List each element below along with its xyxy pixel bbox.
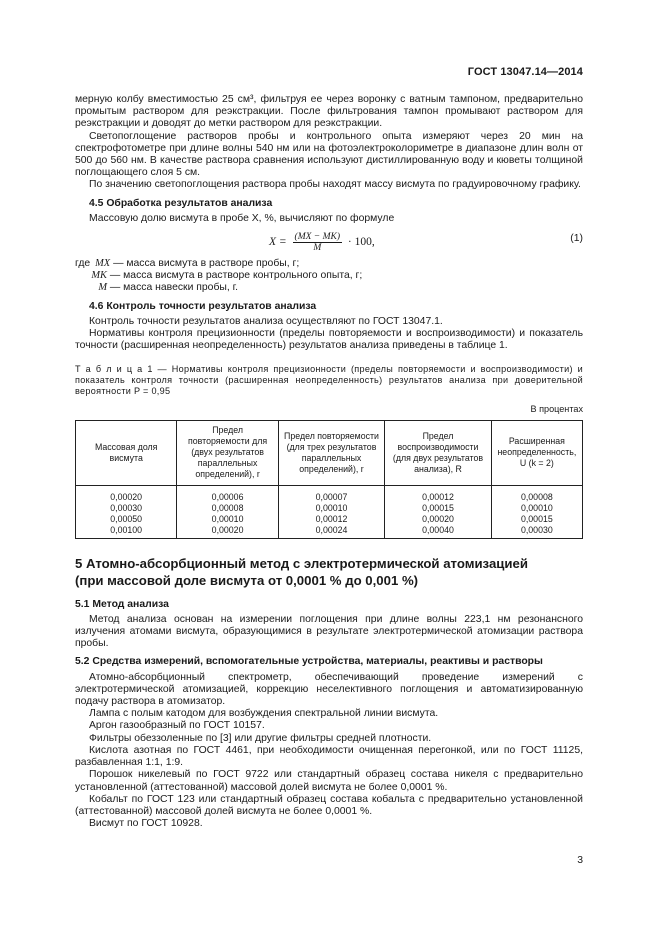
table-row	[76, 485, 583, 538]
page-body	[75, 62, 583, 830]
section-4-5-lead: Массовую долю висмута в пробе X, %, вычисляют по формуле	[89, 212, 395, 224]
table-value: 0,00015	[520, 513, 553, 524]
formula-denominator: M	[313, 243, 322, 254]
section-5-2-paragraph: Аргон газообразный по ГОСТ 10157.	[89, 720, 265, 732]
table-value: 0,00020	[211, 524, 244, 535]
table-header-cell: Предел повторяемости для (двух результатов параллельных определений), r	[177, 420, 278, 485]
table-value: 0,00050	[110, 513, 143, 524]
section-5-2-paragraph: Фильтры обеззоленные по [3] или другие фильтры средней плотности.	[89, 732, 432, 744]
table-value: 0,00010	[315, 502, 348, 513]
table-header-cell: Расширенная неопределенность, U (k = 2)	[491, 420, 582, 485]
section-5-1-paragraph: Метод анализа основан на измерении поглощения при длине волны 223,1 нм резонансного излучения атомами висмута, образующимися в результате электротермической атомизации раствора пробы.	[75, 613, 583, 650]
table-caption: Т а б л и ц а 1 — Нормативы контроля прецизионности (пределы повторяемости и воспроизводимости) и показатель контроля точности (расширенная неопределенность) результатов анализа при доверительной вероятности P = 0,95	[75, 364, 583, 397]
section-5-1-title: 5.1 Метод анализа	[75, 598, 169, 610]
table-value: 0,00015	[422, 502, 454, 513]
section-4-6-paragraph-2: Нормативы контроля прецизионности (пределы повторяемости и воспроизводимости) и показатель точности (расширенная неопределенность) результатов анализа приведены в таблице 1.	[75, 328, 583, 352]
formula-numerator: (MX − MK)	[294, 232, 341, 243]
formula-1	[75, 230, 583, 252]
section-5-2-paragraph: Лампа с полым катодом для возбуждения спектральной линии висмута.	[89, 708, 439, 720]
legend-text: — масса висмута в растворе контрольного опыта, г;	[109, 270, 363, 282]
section-4-5-title: 4.5 Обработка результатов анализа	[89, 197, 273, 209]
table-value: 0,00020	[422, 513, 454, 524]
section-5-2-paragraph: Висмут по ГОСТ 10928.	[89, 818, 203, 830]
table-value: 0,00008	[520, 491, 553, 502]
table-value: 0,00030	[520, 524, 553, 535]
section-5-title-line: (при массовой доле висмута от 0,0001 % до 0,001 %)	[75, 572, 419, 588]
formula-legend	[75, 258, 583, 295]
section-5-2-paragraph: Кислота азотная по ГОСТ 4461, при необходимости очищенная перегонкой, или по ГОСТ 11125, разбавленная 1:1, 1:9.	[75, 744, 583, 769]
document-number: ГОСТ 13047.14—2014	[467, 66, 583, 78]
table-value: 0,00010	[520, 502, 553, 513]
table-header-cell: Массовая доля висмута	[76, 420, 177, 485]
table-value: 0,00012	[315, 513, 348, 524]
legend-lead: где	[75, 258, 91, 270]
table-value: 0,00010	[211, 513, 244, 524]
table-value: 0,00012	[422, 491, 454, 502]
table-cell-column	[177, 485, 278, 538]
equation-number: (1)	[570, 233, 583, 245]
table-value: 0,00030	[110, 502, 143, 513]
legend-row	[75, 258, 583, 270]
table-cell-column	[278, 485, 384, 538]
legend-text: — масса навески пробы, г.	[109, 282, 239, 294]
table-cell-column	[76, 485, 177, 538]
section-5-title-line: 5 Атомно-абсорбционный метод с электротермической атомизацией	[75, 555, 528, 571]
precision-table	[75, 420, 583, 539]
legend-symbol: M	[98, 282, 107, 294]
intro-paragraph-1: мерную колбу вместимостью 25 см³, фильтруя ее через воронку с ватным тампоном, предварительно промытым раствором для реэкстракции. После фильтрования тампон промывают раствором для реэкстракции и доводят до метки раствором для реэкстракции.	[75, 94, 583, 130]
table-value: 0,00100	[110, 524, 143, 535]
section-4-6-paragraph-1: Контроль точности результатов анализа осуществляют по ГОСТ 13047.1.	[89, 315, 443, 327]
page-number: 3	[577, 855, 583, 866]
table-header-cell: Предел воспроизводимости (для двух результатов анализа), R	[385, 420, 491, 485]
formula-lhs: X =	[269, 236, 287, 249]
section-5-title	[75, 555, 583, 589]
formula-expression	[269, 232, 375, 253]
section-5-2-paragraph: Атомно-абсорбционный спектрометр, обеспечивающий проведение измерений с электротермической атомизацией, коррекцию неселективного поглощения и автоматизированную подачу раствора в атомизатор.	[75, 671, 583, 708]
table-value: 0,00007	[315, 491, 348, 502]
intro-paragraph-2: Светопоглощение растворов пробы и контрольного опыта измеряют через 20 мин на спектрофотометре при длине волны 540 нм или на фотоэлектроколориметре в диапазоне длин волн от 500 до 560 нм. В качестве раствора сравнения используют дистиллированную воду и кюветы толщиной поглощающего слоя 5 см.	[75, 130, 583, 179]
section-5-2-title: 5.2 Средства измерений, вспомогательные устройства, материалы, реактивы и растворы	[75, 656, 543, 668]
section-5-2-paragraph: Порошок никелевый по ГОСТ 9722 или стандартный образец состава никеля с предварительно установленной (аттестованной) массовой долей висмута не более 0,0001 %.	[75, 769, 583, 793]
table-cell-column	[491, 485, 582, 538]
table-value: 0,00020	[110, 491, 143, 502]
formula-rest: · 100,	[347, 236, 375, 249]
section-4-6-title: 4.6 Контроль точности результатов анализа	[89, 300, 317, 312]
table-value: 0,00024	[315, 524, 348, 535]
table-units: В процентах	[530, 404, 583, 415]
intro-paragraph-3: По значению светопоглощения раствора пробы находят массу висмута по градуировочному графику.	[89, 179, 581, 191]
legend-symbol: MK	[91, 270, 107, 282]
table-cell-column	[385, 485, 491, 538]
formula-fraction	[293, 232, 342, 253]
legend-symbol: MX	[95, 258, 111, 270]
legend-row	[75, 270, 583, 282]
table-value: 0,00008	[211, 502, 244, 513]
legend-row	[75, 282, 583, 294]
table-value: 0,00006	[211, 491, 244, 502]
table-header-row	[76, 420, 583, 485]
section-5-2-paragraph: Кобальт по ГОСТ 123 или стандартный образец состава кобальта с предварительно установленной (аттестованной) массовой долей висмута не более 0,0001 %.	[75, 793, 583, 817]
table-value: 0,00040	[422, 524, 454, 535]
table-header-cell: Предел повторяемости (для трех результатов параллельных определений), r	[278, 420, 384, 485]
legend-text: — масса висмута в растворе пробы, г;	[113, 258, 300, 270]
